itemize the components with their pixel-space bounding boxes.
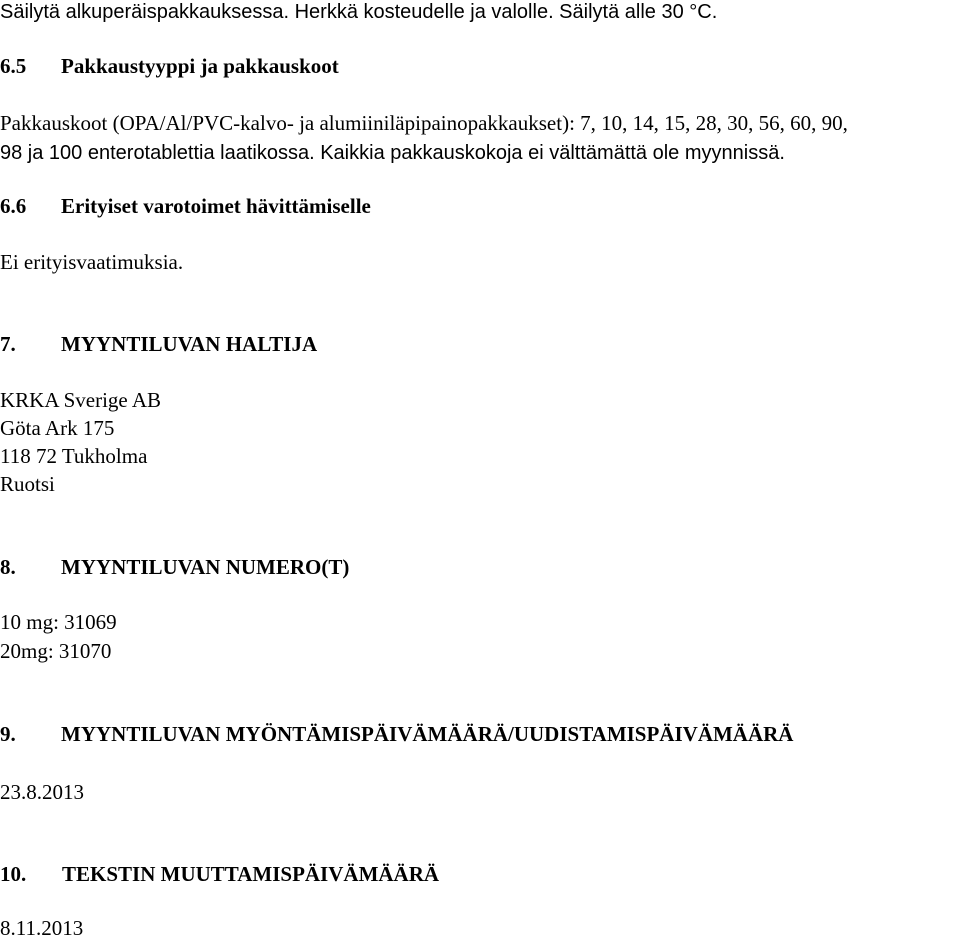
holder-city: 118 72 Tukholma bbox=[0, 444, 148, 468]
disposal-text: Ei erityisvaatimuksia. bbox=[0, 250, 184, 274]
section-title: TEKSTIN MUUTTAMISPÄIVÄMÄÄRÄ bbox=[62, 862, 440, 886]
section-title: MYYNTILUVAN NUMERO(T) bbox=[61, 555, 350, 579]
section-number: 10. bbox=[0, 862, 27, 886]
section-6-6-heading bbox=[0, 196, 371, 217]
storage-instructions: Säilytä alkuperäispakkauksessa. Herkkä kosteudelle ja valolle. Säilytä alle 30 °C. bbox=[0, 1, 718, 23]
section-number: 6.6 bbox=[0, 194, 27, 218]
authorisation-date: 23.8.2013 bbox=[0, 780, 84, 804]
section-number: 6.5 bbox=[0, 54, 27, 78]
section-7-heading bbox=[0, 334, 317, 355]
section-title: Pakkaustyyppi ja pakkauskoot bbox=[61, 54, 339, 78]
section-8-heading bbox=[0, 557, 349, 578]
section-10-heading bbox=[0, 864, 439, 885]
holder-street: Göta Ark 175 bbox=[0, 416, 115, 440]
holder-country: Ruotsi bbox=[0, 472, 55, 496]
section-6-5-heading bbox=[0, 56, 339, 77]
section-title: Erityiset varotoimet hävittämiselle bbox=[61, 194, 371, 218]
pack-sizes-text-line-1: Pakkauskoot (OPA/Al/PVC-kalvo- ja alumiiniläpipainopakkaukset): 7, 10, 14, 15, 28, 30, 56, 60, 90, bbox=[0, 111, 848, 135]
section-number: 9. bbox=[0, 722, 16, 746]
authorisation-number-10mg: 10 mg: 31069 bbox=[0, 610, 117, 634]
section-number: 7. bbox=[0, 332, 16, 356]
holder-name: KRKA Sverige AB bbox=[0, 388, 162, 412]
section-9-heading bbox=[0, 724, 793, 745]
section-number: 8. bbox=[0, 555, 16, 579]
pack-sizes-text-line-2: 98 ja 100 enterotablettia laatikossa. Kaikkia pakkauskokoja ei välttämättä ole myynnissä. bbox=[0, 142, 785, 164]
section-title: MYYNTILUVAN HALTIJA bbox=[61, 332, 318, 356]
authorisation-number-20mg: 20mg: 31070 bbox=[0, 639, 112, 663]
revision-date: 8.11.2013 bbox=[0, 916, 84, 940]
section-title: MYYNTILUVAN MYÖNTÄMISPÄIVÄMÄÄRÄ/UUDISTAMISPÄIVÄMÄÄRÄ bbox=[61, 722, 794, 746]
